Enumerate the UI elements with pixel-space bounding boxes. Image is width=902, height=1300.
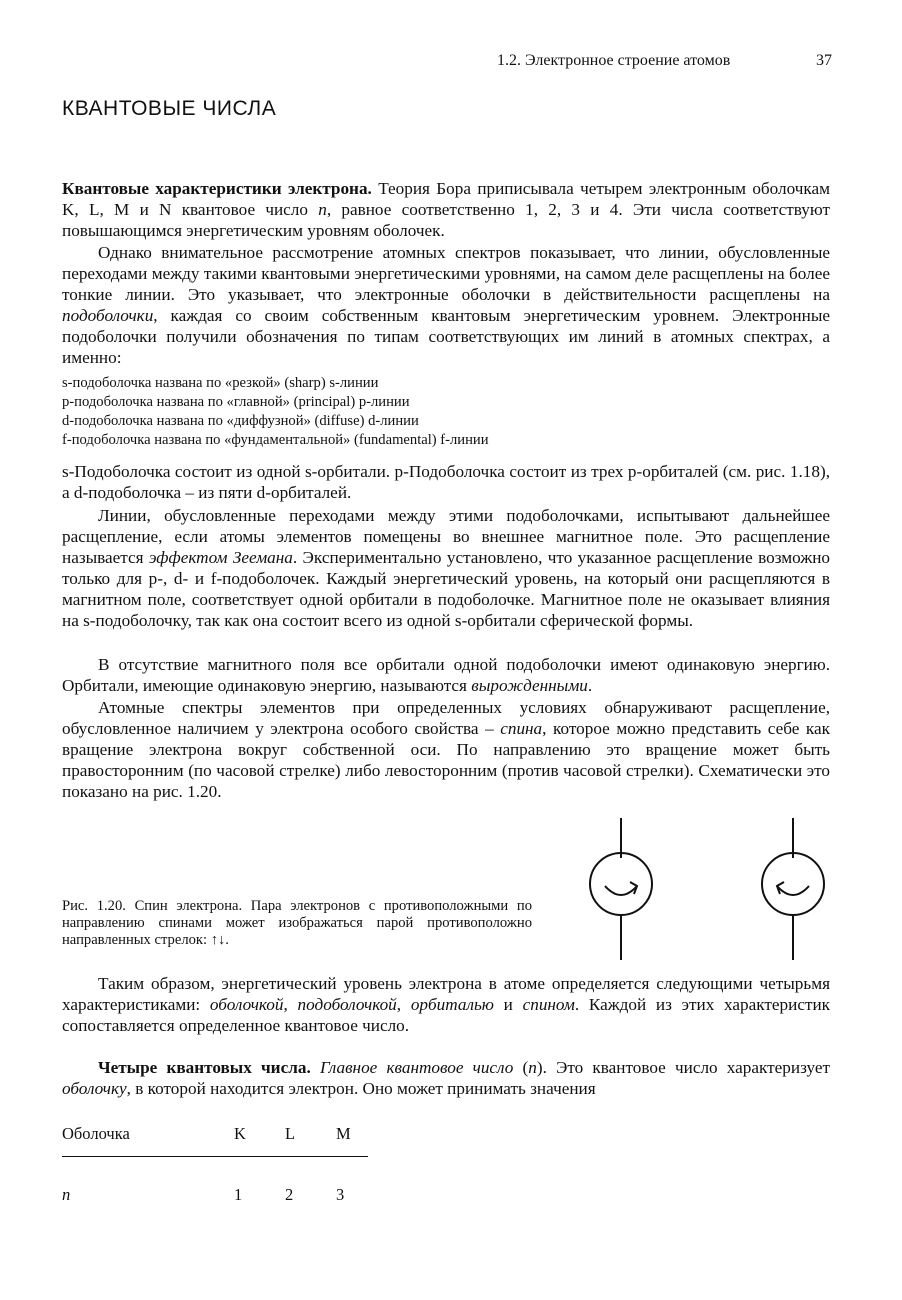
text-run: . Экспериментально установлено, что указанное расщепление возможно только для p-, d- и f-подоболочек. Каждый энергетический уровень, на который они расщепляются в магнитном поле, соответствует одной орбитали в подоболочке. Магнитное поле не оказывает влияния на s-подоболочку, так как она состоит всего из одной s-орбитали сферической формы.	[62, 548, 830, 630]
italic-term: орбиталью	[410, 995, 494, 1014]
figure-caption: Рис. 1.20. Спин электрона. Пара электронов с противоположными по направлению спинами может изображаться парой противоположно направленных стрелок: ↑↓.	[62, 898, 532, 948]
italic-term: оболочку	[62, 1079, 127, 1098]
text-run: , которое можно представить себе как вращение электрона вокруг собственной оси. По направлению это вращение может быть правосторонним (по часовой стрелке) либо левосторонним (против часовой стрелки). Схематически это показано на рис. 1.20.	[62, 719, 830, 801]
text-run: Теория Бора приписывала четырем электронным оболочкам K, L, M и N квантовое число	[62, 179, 830, 219]
italic-term: спином	[522, 995, 575, 1014]
runin-heading: Квантовые характеристики электрона.	[62, 179, 372, 198]
text-run	[311, 1058, 320, 1077]
paragraph-6	[62, 697, 830, 802]
italic-term: вырожденными	[471, 676, 588, 695]
table-cell: 1	[234, 1185, 243, 1204]
italic-term: эффектом Зеемана	[148, 548, 293, 567]
text-run: , каждая со своим собственным квантовым энергетическим уровнем. Электронные подоболочки получили обозначения по типам соответствующих им линий в атомных спектрах, а именно:	[62, 306, 830, 367]
text-run: и	[493, 995, 523, 1014]
text-run: .	[587, 676, 593, 695]
text-run: (	[513, 1058, 529, 1077]
runin-heading: Четыре квантовых числа.	[98, 1058, 311, 1077]
table-cell: n	[62, 1185, 71, 1204]
running-head-section: 1.2. Электронное строение атомов	[497, 52, 731, 69]
italic-term: подоболочкой	[297, 995, 397, 1014]
paragraph-4	[62, 505, 830, 631]
rotation-arrow-icon	[605, 886, 637, 895]
subshell-list	[62, 374, 762, 450]
paragraph-3	[62, 461, 830, 503]
table-header-row	[62, 1124, 372, 1148]
spin-clockwise-electron	[590, 818, 652, 960]
shell-table	[62, 1124, 372, 1209]
text-run: . Каждой из этих характеристик сопоставляется определенное квантовое число.	[62, 995, 831, 1035]
italic-term: спина	[500, 719, 543, 738]
paragraph-2	[62, 242, 830, 368]
paragraph-7	[62, 973, 830, 1036]
list-item: f-подоболочка названа по «фундаментальной» (fundamental) f-линии	[62, 432, 489, 448]
text-run: Линии, обусловленные переходами между этими подоболочками, испытывают дальнейшее расщепление, если атомы элементов помещены во внешнее магнитное поле. Это расщепление называется	[62, 506, 830, 567]
page-number: 37	[816, 52, 832, 69]
list-item: d-подоболочка названа по «диффузной» (diffuse) d-линии	[62, 413, 419, 429]
electron-circle	[762, 853, 824, 915]
text-run: ). Это квантовое число характеризует	[536, 1058, 830, 1077]
paragraph-1	[62, 178, 830, 241]
table-header-cell: Оболочка	[62, 1124, 130, 1143]
spin-diagram	[575, 812, 835, 964]
text-run: , в которой находится электрон. Оно может принимать значения	[126, 1079, 596, 1098]
italic-term: подоболочки	[62, 306, 154, 325]
text-run: , равное соответственно 1, 2, 3 и 4. Эти числа соответствуют повышающимся энергетическим уровням оболочек.	[62, 200, 830, 240]
table-header-cell: L	[285, 1124, 296, 1143]
text-run: Таким образом, энергетический уровень электрона в атоме определяется следующими четырьмя характеристиками:	[62, 974, 830, 1014]
text-run: Однако внимательное рассмотрение атомных спектров показывает, что линии, обусловленные переходами между такими квантовыми энергетическими уровнями, на самом деле расщеплены на более тонкие линии. Это указывает, что электронные оболочки в действительности расщеплены на	[62, 243, 830, 304]
text-run: В отсутствие магнитного поля все орбитали одной подоболочки имеют одинаковую энергию. Орбитали, имеющие одинаковую энергию, называются	[62, 655, 830, 695]
table-header-cell: K	[234, 1124, 246, 1143]
text-run: s-Подоболочка состоит из одной s-орбитали. p-Подоболочка состоит из трех p-орбиталей (см. рис. 1.18), а d-подоболочка – из пяти d-орбиталей.	[62, 462, 830, 502]
italic-term: n	[528, 1058, 537, 1077]
list-item: p-подоболочка названа по «главной» (principal) p-линии	[62, 394, 410, 410]
paragraph-5	[62, 654, 830, 696]
text-run: ,	[396, 995, 411, 1014]
italic-term: Главное квантовое число	[319, 1058, 514, 1077]
list-item: s-подоболочка названа по «резкой» (sharp) s-линии	[62, 375, 379, 391]
italic-term: n	[318, 200, 327, 219]
table-rule	[62, 1156, 368, 1157]
electron-circle	[590, 853, 652, 915]
italic-term: оболочкой	[209, 995, 284, 1014]
table-row	[62, 1185, 372, 1209]
table-cell: 3	[336, 1185, 345, 1204]
text-run: ,	[283, 995, 298, 1014]
text-run: Атомные спектры элементов при определенных условиях обнаруживают расщепление, обусловленное наличием у электрона особого свойства –	[62, 698, 830, 738]
paragraph-8	[62, 1057, 830, 1099]
spin-counterclockwise-electron	[762, 818, 824, 960]
section-title: КВАНТОВЫЕ ЧИСЛА	[62, 97, 277, 120]
figure-1-20	[575, 812, 835, 964]
table-header-cell: M	[336, 1124, 351, 1143]
rotation-arrow-icon	[777, 886, 809, 895]
running-head	[497, 52, 832, 70]
table-cell: 2	[285, 1185, 294, 1204]
